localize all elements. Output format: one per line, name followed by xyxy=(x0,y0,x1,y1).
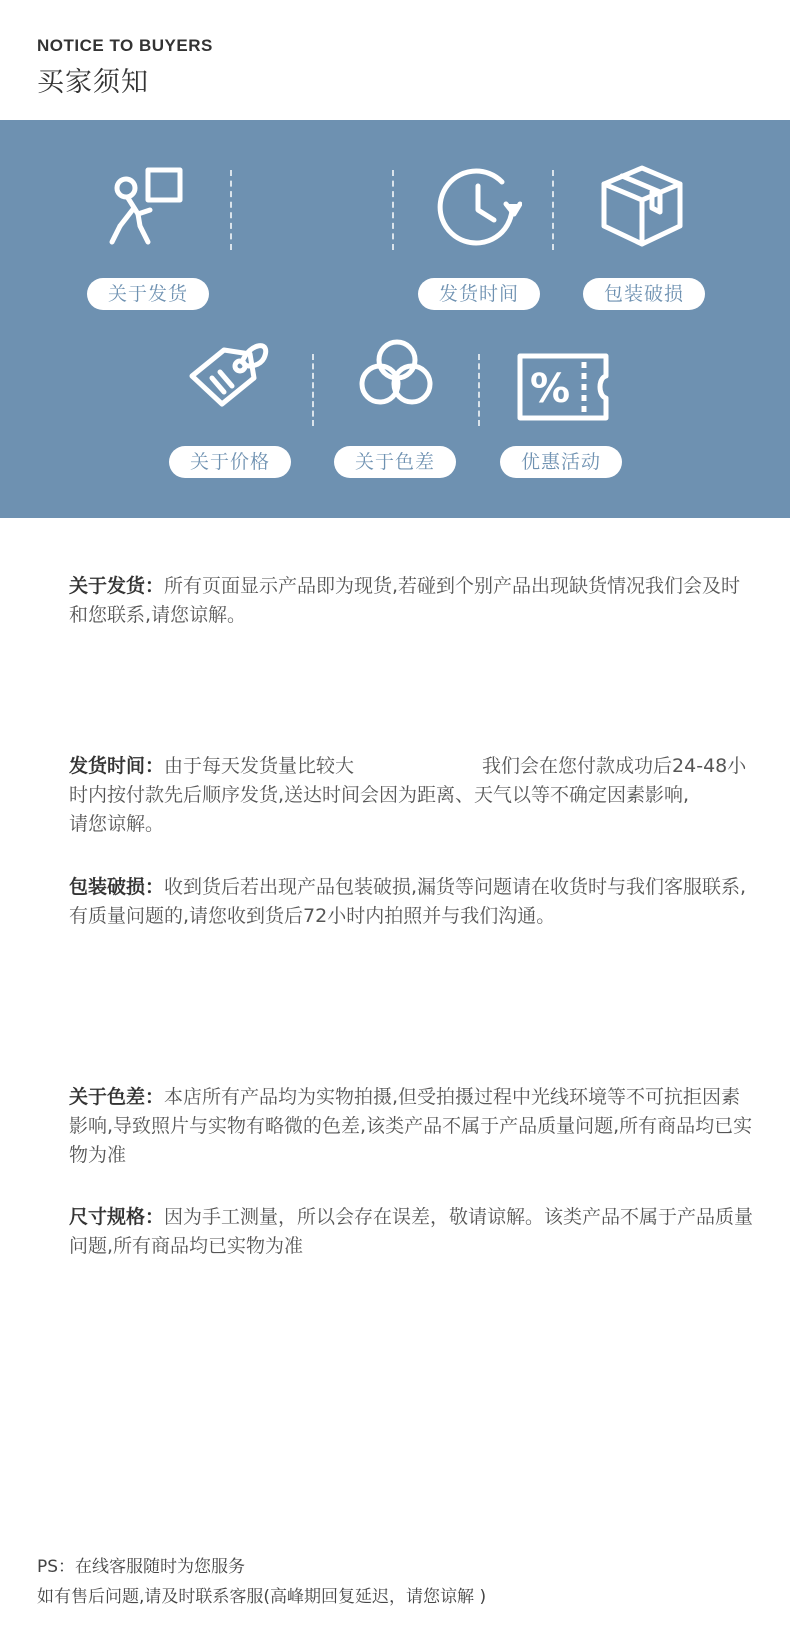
svg-text:%: % xyxy=(530,366,571,412)
section-body: 时内按付款先后顺序发货,送达时间会因为距离、天气以等不确定因素影响, xyxy=(69,784,690,806)
clock-icon xyxy=(436,164,522,248)
section-title: 关于色差： xyxy=(69,1086,165,1108)
label-about-delivery: 关于发货 xyxy=(87,278,209,310)
label-about-price: 关于价格 xyxy=(169,446,291,478)
price-tag-icon xyxy=(188,332,272,410)
label-delivery-time: 发货时间 xyxy=(418,278,540,310)
section-body: 所有页面显示产品即为现货,若碰到个别产品出现缺货情况我们会及时和您联系,请您谅解。 xyxy=(69,575,741,626)
section-about-color xyxy=(69,1083,759,1170)
section-delivery-time xyxy=(69,752,759,839)
discount-coupon-icon xyxy=(516,352,610,422)
section-body: 因为手工测量，所以会存在误差，敬请谅解。该类产品不属于产品质量问题,所有商品均已实物为准 xyxy=(69,1206,754,1257)
color-circles-icon xyxy=(358,338,436,408)
section-body: 本店所有产品均为实物拍摄,但受拍摄过程中光线环境等不可抗拒因素影响,导致照片与实物有略微的色差,该类产品不属于产品质量问题,所有商品均已实物为准 xyxy=(69,1086,753,1166)
title-english: NOTICE TO BUYERS xyxy=(37,36,213,55)
section-about-delivery xyxy=(69,572,759,630)
section-body: 收到货后若出现产品包装破损,漏货等问题请在收货时与我们客服联系,有质量问题的,请您收到货后72小时内拍照并与我们沟通。 xyxy=(69,876,747,927)
delivery-person-icon xyxy=(108,164,188,248)
section-title: 尺寸规格： xyxy=(69,1206,165,1228)
label-promotions: 优惠活动 xyxy=(500,446,622,478)
section-title: 包装破损： xyxy=(69,876,165,898)
label-package-damage: 包装破损 xyxy=(583,278,705,310)
section-size-spec xyxy=(69,1203,759,1261)
divider xyxy=(230,170,232,250)
section-package-damage xyxy=(69,873,759,931)
title-chinese: 买家须知 xyxy=(37,67,149,98)
section-title: 关于发货： xyxy=(69,575,165,597)
section-title: 发货时间： xyxy=(69,755,165,777)
divider xyxy=(312,354,314,426)
section-body: 请您谅解。 xyxy=(69,813,165,835)
package-box-icon xyxy=(598,162,684,248)
divider xyxy=(392,170,394,250)
page-header xyxy=(37,36,213,99)
section-body: 由于每天发货量比较大 xyxy=(164,755,355,777)
divider xyxy=(478,354,480,426)
section-body: 我们会在您付款成功后24-48小 xyxy=(482,755,747,777)
divider xyxy=(552,170,554,250)
footer-after-sales: 如有售后问题,请及时联系客服(高峰期回复延迟，请您谅解 ) xyxy=(37,1587,487,1607)
icon-band xyxy=(0,120,790,518)
footer-ps: PS：在线客服随时为您服务 xyxy=(37,1557,246,1577)
label-about-color: 关于色差 xyxy=(334,446,456,478)
